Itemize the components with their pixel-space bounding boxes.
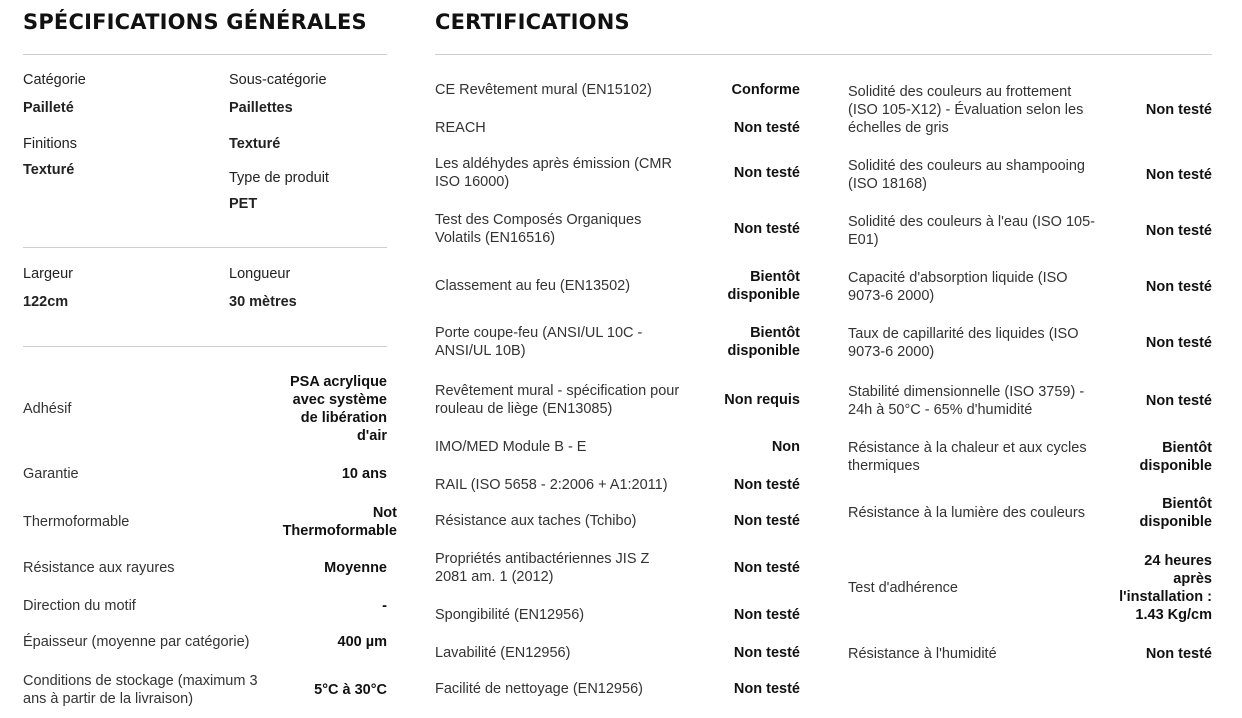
cert-value: Non testé — [733, 645, 800, 661]
cert-row — [848, 213, 1212, 249]
cert-row — [848, 325, 1212, 361]
spec-value: Not Thermoformable — [282, 505, 397, 539]
cert-label: Classement au feu (EN13502) — [435, 278, 631, 294]
cert-value: Bientôt disponible — [727, 325, 800, 359]
spec-value: - — [382, 598, 387, 614]
cert-row — [435, 155, 800, 191]
cert-row — [435, 550, 800, 586]
finitions-label: Finitions — [23, 136, 77, 152]
cert-label: REACH — [435, 120, 486, 136]
cert-value: Non testé — [733, 607, 800, 623]
largeur-label: Largeur — [23, 266, 73, 282]
cert-value: Non testé — [1145, 223, 1212, 239]
cert-label: Solidité des couleurs au frottement (ISO 105-X12) - Évaluation selon les échelles de gris — [848, 84, 1084, 136]
divider — [23, 54, 387, 55]
spec-row-adhesif — [23, 371, 387, 447]
cert-value: Conforme — [731, 82, 800, 98]
cert-label: Spongibilité (EN12956) — [435, 607, 585, 623]
cert-row — [848, 157, 1212, 193]
general-specs-title: SPÉCIFICATIONS GÉNÉRALES — [23, 10, 367, 34]
cert-label: Propriétés antibactériennes JIS Z 2081 am. 1 (2012) — [435, 551, 650, 585]
cert-value: Non testé — [1145, 102, 1212, 118]
largeur-value: 122cm — [23, 294, 69, 310]
cert-label: RAIL (ISO 5658 - 2:2006 + A1:2011) — [435, 477, 668, 493]
cert-value: Bientôt disponible — [1139, 440, 1212, 474]
cert-label: Test des Composés Organiques Volatils (EN16516) — [435, 212, 642, 246]
finitions-value: Texturé — [23, 162, 75, 178]
cert-value: Non — [771, 439, 800, 455]
spec-label: Direction du motif — [23, 598, 136, 614]
spec-row-epaisseur — [23, 633, 387, 651]
longueur-value: 30 mètres — [229, 294, 297, 310]
cert-value: Non testé — [1145, 167, 1212, 183]
cert-value: Bientôt disponible — [727, 269, 800, 303]
cert-value: Non testé — [1145, 335, 1212, 351]
cert-row — [848, 645, 1212, 663]
cert-label: Solidité des couleurs au shampooing (ISO 18168) — [848, 158, 1085, 192]
type-produit-value: PET — [229, 196, 258, 212]
cert-value: Non testé — [733, 681, 800, 697]
spec-value: PSA acrylique avec système de libération d'air — [290, 374, 387, 444]
cert-value: Non testé — [1145, 646, 1212, 662]
cert-row — [435, 680, 800, 698]
cert-row — [435, 211, 800, 247]
spec-label: Résistance aux rayures — [23, 560, 175, 576]
cert-row — [435, 606, 800, 624]
cert-value: Non testé — [733, 120, 800, 136]
cert-value: Non testé — [1145, 279, 1212, 295]
cert-row — [435, 268, 800, 304]
spec-value: 10 ans — [341, 466, 387, 482]
cert-value: Non testé — [733, 221, 800, 237]
spec-label: Thermoformable — [23, 514, 130, 530]
cert-row — [848, 552, 1212, 624]
cert-row — [435, 81, 800, 99]
cert-label: CE Revêtement mural (EN15102) — [435, 82, 652, 98]
divider — [23, 346, 387, 347]
cert-label: Taux de capillarité des liquides (ISO 9073-6 2000) — [848, 326, 1079, 360]
spec-row-rayures — [23, 559, 387, 577]
cert-value: Non testé — [733, 477, 800, 493]
spec-row-garantie — [23, 465, 387, 483]
longueur-label: Longueur — [229, 266, 291, 282]
cert-label: Résistance aux taches (Tchibo) — [435, 513, 637, 529]
cert-value: Non requis — [724, 392, 800, 408]
cert-value: Non testé — [733, 560, 800, 576]
cert-value: Non testé — [1145, 393, 1212, 409]
cert-row — [435, 119, 800, 137]
cert-row — [435, 382, 800, 418]
sous-categorie-label: Sous-catégorie — [229, 72, 327, 88]
cert-label: Solidité des couleurs à l'eau (ISO 105-E01) — [848, 214, 1095, 248]
sous-categorie-value: Paillettes — [229, 100, 293, 116]
cert-label: Stabilité dimensionnelle (ISO 3759) - 24h à 50°C - 65% d'humidité — [848, 384, 1085, 418]
cert-value: 24 heures après l'installation : 1.43 Kg/cm — [1119, 553, 1212, 623]
spec-row-direction-motif — [23, 597, 387, 615]
spec-row-stockage — [23, 672, 387, 708]
cert-label: Les aldéhydes après émission (CMR ISO 16000) — [435, 156, 672, 190]
cert-row — [435, 512, 800, 530]
finitions-texture-value: Texturé — [229, 136, 281, 152]
cert-row — [848, 83, 1212, 137]
cert-row — [848, 439, 1212, 475]
cert-label: Facilité de nettoyage (EN12956) — [435, 681, 643, 697]
categorie-value: Pailleté — [23, 100, 74, 116]
cert-value: Non testé — [733, 165, 800, 181]
cert-label: Résistance à l'humidité — [848, 646, 997, 662]
cert-row — [848, 383, 1212, 419]
cert-label: Capacité d'absorption liquide (ISO 9073-6 2000) — [848, 270, 1068, 304]
divider — [435, 54, 1212, 55]
cert-row — [848, 269, 1212, 305]
spec-label: Conditions de stockage (maximum 3 ans à partir de la livraison) — [23, 673, 258, 707]
cert-value: Non testé — [733, 513, 800, 529]
cert-row — [848, 495, 1212, 531]
certifications-title: CERTIFICATIONS — [435, 10, 630, 34]
spec-label: Garantie — [23, 466, 79, 482]
type-produit-label: Type de produit — [229, 170, 329, 186]
cert-label: Test d'adhérence — [848, 580, 958, 596]
cert-row — [435, 644, 800, 662]
divider — [23, 247, 387, 248]
cert-label: Résistance à la lumière des couleurs — [848, 505, 1085, 521]
cert-label: Lavabilité (EN12956) — [435, 645, 571, 661]
cert-row — [435, 476, 800, 494]
spec-value: Moyenne — [324, 560, 387, 576]
spec-value: 5°C à 30°C — [314, 682, 387, 698]
spec-label: Épaisseur (moyenne par catégorie) — [23, 634, 250, 650]
cert-row — [435, 438, 800, 456]
cert-label: IMO/MED Module B - E — [435, 439, 587, 455]
spec-label: Adhésif — [23, 401, 72, 417]
spec-value: 400 µm — [337, 634, 387, 650]
cert-row — [435, 324, 800, 360]
cert-label: Porte coupe-feu (ANSI/UL 10C - ANSI/UL 10B) — [435, 325, 643, 359]
categorie-label: Catégorie — [23, 72, 86, 88]
cert-label: Revêtement mural - spécification pour rouleau de liège (EN13085) — [435, 383, 680, 417]
cert-label: Résistance à la chaleur et aux cycles thermiques — [848, 440, 1087, 474]
spec-row-thermoformable — [23, 504, 397, 540]
cert-value: Bientôt disponible — [1139, 496, 1212, 530]
